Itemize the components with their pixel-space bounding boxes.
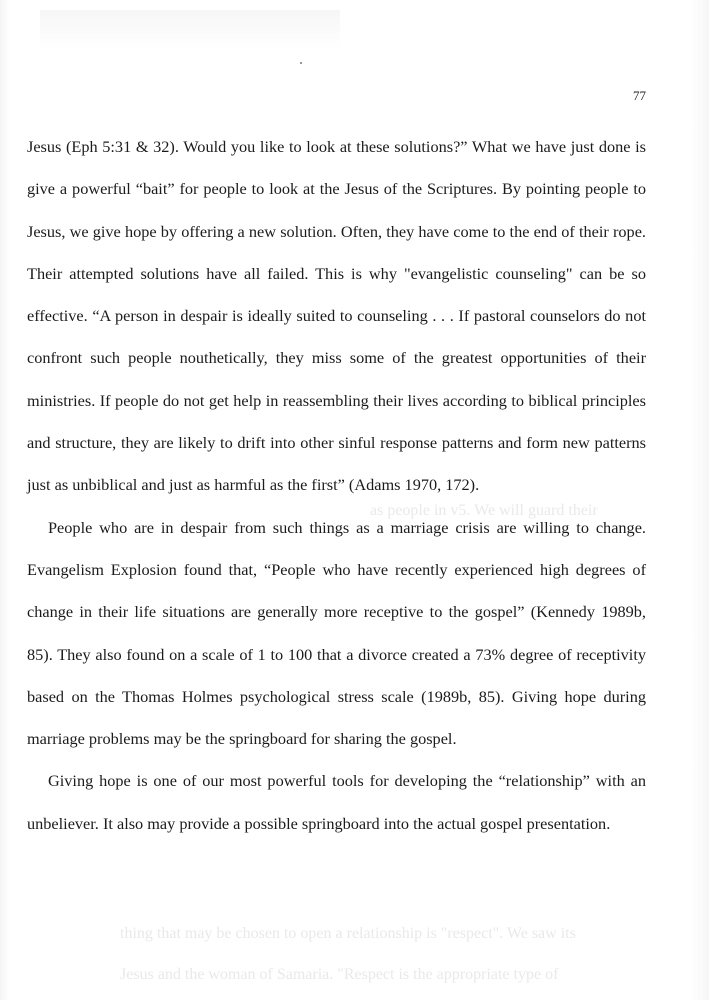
- scan-shadow: [40, 10, 340, 50]
- scan-artifact-dot: [300, 62, 302, 64]
- paragraph-1: Jesus (Eph 5:31 & 32). Would you like to look at these solutions?” What we have just done is give a powerful “bait” for people to look at the Jesus of the Scriptures. By pointing people to Jesus, we give hope by offering a new solution. Often, they have come to the end of their rope. Their attempted solutions have all failed. This is why "evangelistic counseling" can be so effective. “A person in despair is ideally suited to counseling . . . If pastoral counselors do not confront such people nouthetically, they miss some of the greatest opportunities of their ministries. If people do not get help in reassembling their lives according to biblical principles and structure, they are likely to drift into other sinful response patterns and form new patterns just as unbiblical and just as harmful as the first” (Adams 1970, 172).: [27, 137, 646, 495]
- bleed-through-text: as people in v5. We will guard their: [370, 502, 598, 519]
- body-text: [27, 126, 646, 845]
- bleed-through-text: thing that may be chosen to open a relationship is "respect". We saw its: [120, 925, 576, 942]
- paragraph-2: People who are in despair from such things as a marriage crisis are willing to change. Evangelism Explosion found that, “People who have recently experienced high degrees of change in their life situations are generally more receptive to the gospel” (Kennedy 1989b, 85). They also found on a scale of 1 to 100 that a divorce created a 73% degree of receptivity based on the Thomas Holmes psychological stress scale (1989b, 85). Giving hope during marriage problems may be the springboard for sharing the gospel.: [27, 517, 646, 749]
- bleed-through-text: Jesus and the woman of Samaria. "Respect is the appropriate type of: [120, 966, 559, 983]
- paragraph-3: Giving hope is one of our most powerful tools for developing the “relationship” with an unbeliever. It also may provide a possible springboard into the actual gospel presentation.: [27, 771, 646, 833]
- page-number: 77: [633, 88, 646, 103]
